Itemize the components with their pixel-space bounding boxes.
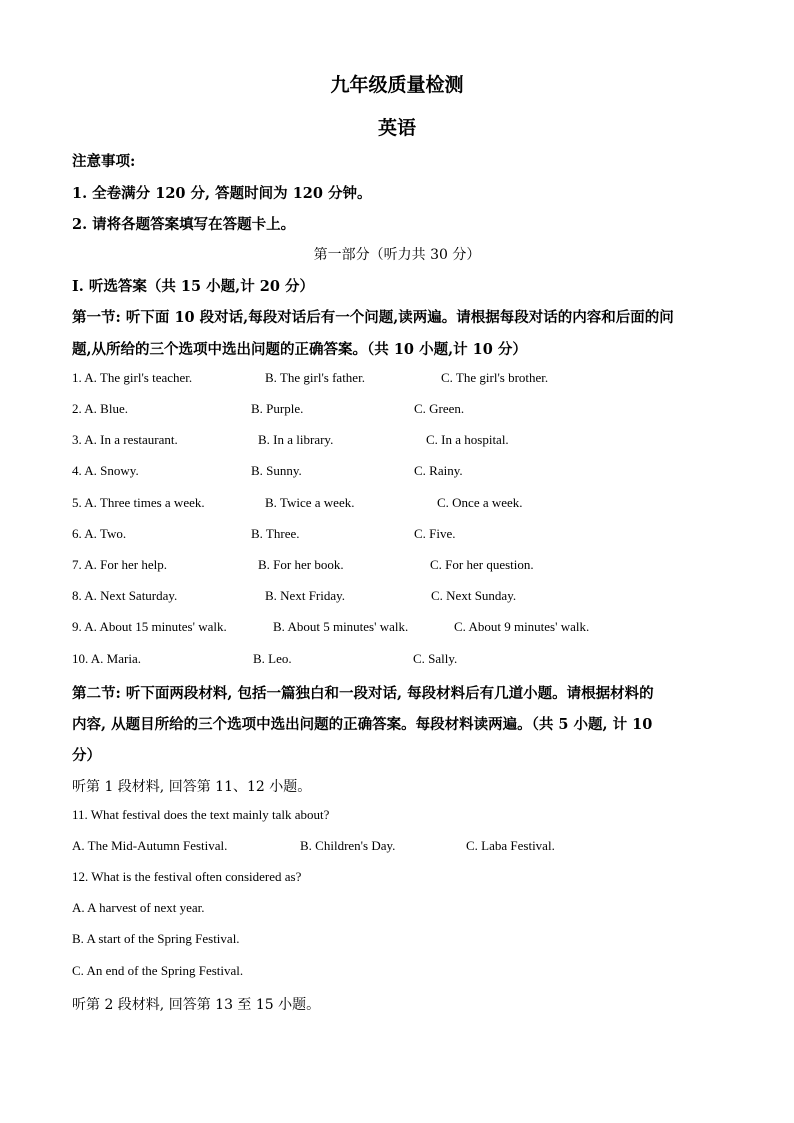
- option-b: B. In a library.: [258, 432, 334, 447]
- option-b: B. About 5 minutes' walk.: [273, 619, 409, 634]
- option-b: B. Children's Day.: [300, 838, 396, 853]
- notes-heading: 注意事项:: [72, 153, 136, 170]
- option-a: 8. A. Next Saturday.: [72, 588, 178, 603]
- option-c: C. Laba Festival.: [466, 838, 555, 853]
- option-a: 10. A. Maria.: [72, 651, 141, 666]
- option-a: 9. A. About 15 minutes' walk.: [72, 619, 227, 634]
- option-a: 2. A. Blue.: [72, 401, 128, 416]
- option-c: C. About 9 minutes' walk.: [454, 619, 590, 634]
- option-c: C. The girl's brother.: [441, 370, 549, 385]
- section-title: I. 听选答案（共 15 小题,计 20 分）: [72, 278, 314, 295]
- option-a: 1. A. The girl's teacher.: [72, 370, 193, 385]
- option-b: B. Purple.: [251, 401, 304, 416]
- option-a: 5. A. Three times a week.: [72, 495, 205, 510]
- subject-title: 英语: [377, 117, 416, 139]
- option-b: B. Twice a week.: [265, 495, 355, 510]
- option-b: B. Three.: [251, 526, 300, 541]
- option-c: C. In a hospital.: [426, 432, 509, 447]
- material-intro: 听第 2 段材料, 回答第 13 至 15 小题。: [72, 997, 321, 1013]
- page-title: 九年级质量检测: [330, 74, 464, 96]
- option-c: C. Once a week.: [437, 495, 523, 510]
- option-a: 6. A. Two.: [72, 526, 127, 541]
- option-a: 7. A. For her help.: [72, 557, 167, 572]
- option-c: C. An end of the Spring Festival.: [72, 963, 244, 978]
- question-stem: 11. What festival does the text mainly talk about?: [72, 807, 330, 822]
- subsection2-instructions: 内容, 从题目所给的三个选项中选出问题的正确答案。每段材料读两遍。（共 5 小题, 计 10: [72, 716, 653, 733]
- option-c: C. Five.: [414, 526, 456, 541]
- option-b: B. Leo.: [253, 651, 292, 666]
- option-a: 3. A. In a restaurant.: [72, 432, 178, 447]
- note-item: 2. 请将各题答案填写在答题卡上。: [72, 216, 296, 233]
- option-b: B. For her book.: [258, 557, 344, 572]
- subsection2-instructions: 第二节: 听下面两段材料, 包括一篇独白和一段对话, 每段材料后有几道小题。请根据材料的: [72, 685, 654, 702]
- option-a: 4. A. Snowy.: [72, 463, 139, 478]
- option-c: C. Sally.: [413, 651, 458, 666]
- option-a: A. A harvest of next year.: [72, 900, 205, 915]
- question-stem: 12. What is the festival often considered as?: [72, 869, 302, 884]
- option-c: C. Rainy.: [414, 463, 463, 478]
- option-b: B. Sunny.: [251, 463, 302, 478]
- option-a: A. The Mid-Autumn Festival.: [72, 838, 228, 853]
- part1-title: 第一部分（听力共 30 分）: [313, 247, 481, 263]
- material-intro: 听第 1 段材料, 回答第 11、12 小题。: [72, 779, 312, 795]
- subsection2-instructions: 分）: [72, 747, 101, 764]
- subsection1-instructions: 题,从所给的三个选项中选出问题的正确答案。（共 10 小题,计 10 分）: [72, 341, 527, 358]
- option-b: B. A start of the Spring Festival.: [72, 931, 240, 946]
- note-item: 1. 全卷满分 120 分, 答题时间为 120 分钟。: [72, 185, 372, 202]
- option-b: B. Next Friday.: [265, 588, 346, 603]
- option-c: C. For her question.: [430, 557, 534, 572]
- option-c: C. Green.: [414, 401, 465, 416]
- subsection1-instructions: 第一节: 听下面 10 段对话,每段对话后有一个问题,读两遍。请根据每段对话的内容和后面的问: [72, 309, 674, 326]
- option-b: B. The girl's father.: [265, 370, 365, 385]
- option-c: C. Next Sunday.: [431, 588, 517, 603]
